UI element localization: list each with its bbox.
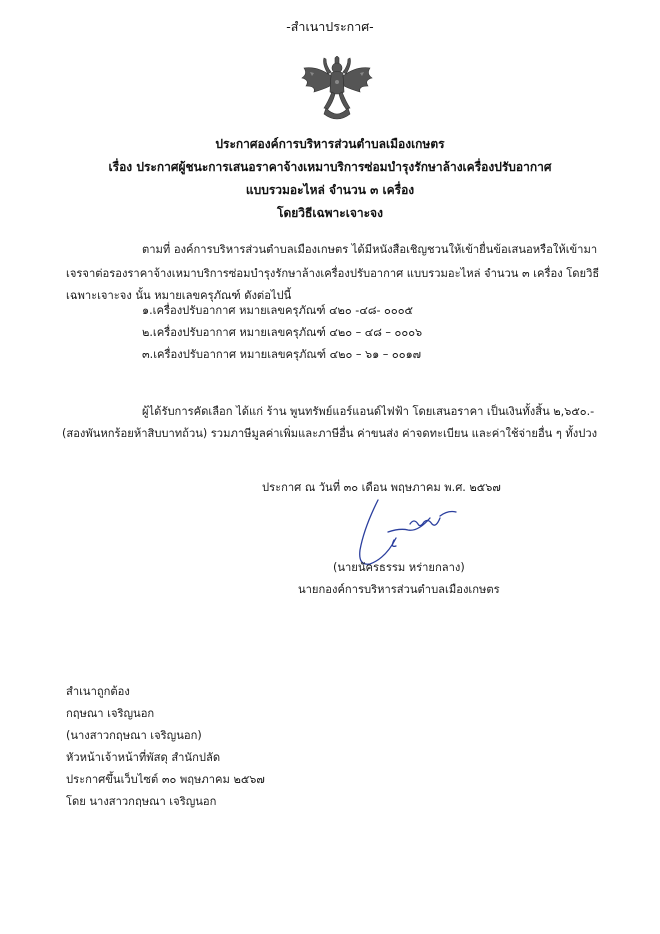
body-paragraph-line-2: เจรจาต่อรองราคาจ้างเหมาบริการซ่อมบำรุงรักษาล้างเครื่องปรับอากาศ แบบรวมอะไหล่ จำนวน ๓ เครื่อง โดยวิธี	[66, 267, 600, 280]
heading-method: โดยวิธีเฉพาะเจาะจง	[277, 206, 383, 220]
heading-subject-continued: แบบรวมอะไหล่ จำนวน ๓ เครื่อง	[245, 183, 415, 197]
garuda-emblem-icon	[298, 56, 376, 124]
certification-line: ประกาศขึ้นเว็บไซต์ ๓๐ พฤษภาคม ๒๕๖๗	[66, 773, 265, 786]
copy-mark: -สำเนาประกาศ-	[286, 19, 374, 34]
body-paragraph-line-1: ตามที่ องค์การบริหารส่วนตำบลเมืองเกษตร ได้มีหนังสือเชิญชวนให้เข้ายื่นข้อเสนอหรือให้เข้ามา	[142, 243, 598, 256]
heading-organization: ประกาศองค์การบริหารส่วนตำบลเมืองเกษตร	[215, 137, 445, 151]
announce-date: ประกาศ ณ วันที่ ๓๐ เดือน พฤษภาคม พ.ศ. ๒๕๖๗	[262, 481, 501, 494]
equipment-item: ๑.เครื่องปรับอากาศ หมายเลขครุภัณฑ์ ๔๒๐ -๔๘- ๐๐๐๕	[142, 304, 413, 317]
winner-line-2: (สองพันหกร้อยห้าสิบบาทถ้วน) รวมภาษีมูลค่าเพิ่มและภาษีอื่น ค่าขนส่ง ค่าจดทะเบียน และค่าใช้จ่ายอื่น ๆ ทั้งปวง	[62, 427, 598, 440]
certification-line: โดย นางสาวกฤษณา เจริญนอก	[66, 795, 217, 808]
certification-line: (นางสาวกฤษณา เจริญนอก)	[66, 729, 202, 742]
equipment-item: ๒.เครื่องปรับอากาศ หมายเลขครุภัณฑ์ ๔๒๐ – ๔๘ – ๐๐๐๖	[142, 326, 423, 339]
body-paragraph-line-3: เฉพาะเจาะจง นั้น หมายเลขครุภัณฑ์ ดังต่อไปนี้	[66, 289, 292, 302]
signer-name: (นายนัครธรรม หร่ายกลาง)	[333, 561, 465, 574]
certification-line: สำเนาถูกต้อง	[66, 685, 130, 698]
heading-subject: เรื่อง ประกาศผู้ชนะการเสนอราคาจ้างเหมาบริการซ่อมบำรุงรักษาล้างเครื่องปรับอากาศ	[108, 160, 552, 174]
signer-title: นายกองค์การบริหารส่วนตำบลเมืองเกษตร	[298, 583, 500, 596]
winner-line-1: ผู้ได้รับการคัดเลือก ได้แก่ ร้าน พูนทรัพย์แอร์แอนด์ไฟฟ้า โดยเสนอราคา เป็นเงินทั้งสิ้น ๒,๖๕๐.-	[142, 405, 595, 418]
equipment-item: ๓.เครื่องปรับอากาศ หมายเลขครุภัณฑ์ ๔๒๐ – ๖๑ – ๐๐๑๗	[142, 348, 422, 361]
certification-line: หัวหน้าเจ้าหน้าที่พัสดุ สำนักปลัด	[66, 751, 221, 764]
certification-line: กฤษณา เจริญนอก	[66, 707, 155, 720]
